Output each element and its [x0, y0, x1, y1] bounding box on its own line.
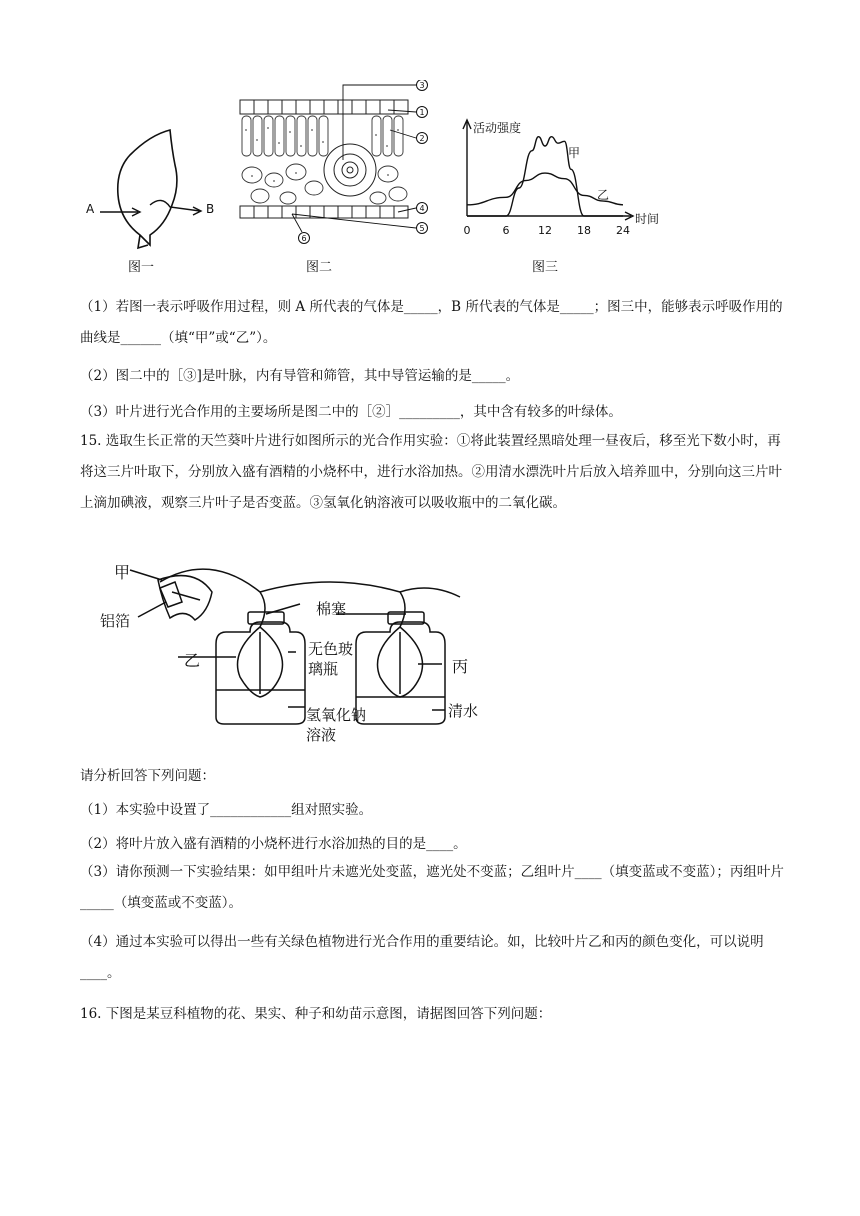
- label-water: 清水: [448, 702, 479, 720]
- x-tick-label: 12: [538, 224, 552, 237]
- x-tick-label: 18: [577, 224, 591, 237]
- arrow-b: [150, 200, 200, 211]
- q15-intro: 请分析回答下列问题：: [80, 768, 215, 784]
- x-tick-label: 0: [463, 224, 471, 237]
- leaf-vein: [324, 144, 376, 196]
- lower-epidermis: [240, 206, 408, 218]
- q15-part3: （3）请你预测一下实验结果：如甲组叶片未遮光处变蓝，遮光处不变蓝；乙组叶片____（填变蓝或不变蓝）；丙组叶片_____（填变蓝或不变蓝）。: [80, 864, 784, 911]
- series-label-jia: 甲: [568, 146, 581, 160]
- label-bottle-1: 无色玻: [308, 640, 354, 658]
- chart-ylabel: 活动强度: [473, 121, 522, 135]
- label-cotton: 棉塞: [316, 600, 347, 618]
- x-tick-label: 6: [502, 224, 510, 237]
- chart-xlabel: 时间: [635, 212, 660, 226]
- marker-2: 2: [419, 134, 425, 143]
- experiment-apparatus: [100, 552, 500, 747]
- series-line-0: [467, 137, 623, 216]
- q14-part3: （3）叶片进行光合作用的主要场所是图二中的［②］_________，其中含有较多的叶绿体。: [80, 404, 622, 420]
- figure-3-caption: 图三: [532, 260, 559, 275]
- figure-1-leaf: [80, 125, 220, 255]
- q14-part2: （2）图二中的［③]是叶脉，内有导管和筛管，其中导管运输的是_____。: [80, 368, 520, 384]
- label-b: B: [206, 202, 215, 216]
- leader-lines: [292, 85, 416, 232]
- label-bottle-2: 璃瓶: [308, 660, 339, 678]
- upper-epidermis: [240, 100, 408, 114]
- figure-1-caption: 图一: [128, 260, 155, 275]
- label-a: A: [86, 202, 95, 216]
- q15-figure: [100, 552, 500, 747]
- label-bing: 丙: [452, 657, 469, 676]
- q15-part1: （1）本实验中设置了____________组对照实验。: [80, 802, 373, 818]
- figure-3-chart: [455, 110, 695, 240]
- leaf-jia: [158, 576, 212, 620]
- label-naoh-2: 溶液: [306, 726, 337, 744]
- q15-stem: 15. 选取生长正常的天竺葵叶片进行如图所示的光合作用实验：①将此装置经黑暗处理一昼夜后，移至光下数小时，再将这三片叶取下，分别放入盛有酒精的小烧杯中，进行水浴加热。②用清水漂洗叶片后放入培养皿中，分别向这三片叶上滴加碘液，观察三片叶子是否变蓝。③氢氧化钠溶液可以吸收瓶中的二氧化碳。: [80, 433, 782, 511]
- label-yi: 乙: [184, 651, 201, 670]
- leaf-outline: [118, 130, 177, 245]
- marker-6: 6: [301, 234, 307, 243]
- q15-part4: （4）通过本实验可以得出一些有关绿色植物进行光合作用的重要结论。如，比较叶片乙和丙的颜色变化，可以说明____。: [80, 934, 764, 981]
- top-figures: [0, 0, 860, 290]
- label-foil: 铝箔: [100, 612, 131, 630]
- figure-2-leaf-section: [238, 80, 433, 250]
- marker-5: 5: [419, 224, 425, 233]
- series-label-yi: 乙: [597, 188, 610, 202]
- q14-part1: （1）若图一表示呼吸作用过程，则 A 所代表的气体是_____，B 所代表的气体是_____；图三中，能够表示呼吸作用的曲线是______（填“甲”或“乙”）。: [80, 299, 783, 346]
- q15-part2: （2）将叶片放入盛有酒精的小烧杯进行水浴加热的目的是____。: [80, 836, 467, 852]
- marker-4: 4: [419, 204, 425, 213]
- marker-3: 3: [419, 81, 425, 90]
- marker-1: 1: [419, 108, 425, 117]
- label-jia: 甲: [114, 563, 131, 582]
- palisade-layer: [242, 116, 403, 156]
- label-naoh-1: 氢氧化钠: [306, 706, 367, 724]
- branch: [160, 569, 265, 627]
- figure-2-caption: 图二: [306, 260, 333, 275]
- q16-stem: 16. 下图是某豆科植物的花、果实、种子和幼苗示意图，请据图回答下列问题：: [80, 1006, 552, 1022]
- x-tick-label: 24: [616, 224, 630, 237]
